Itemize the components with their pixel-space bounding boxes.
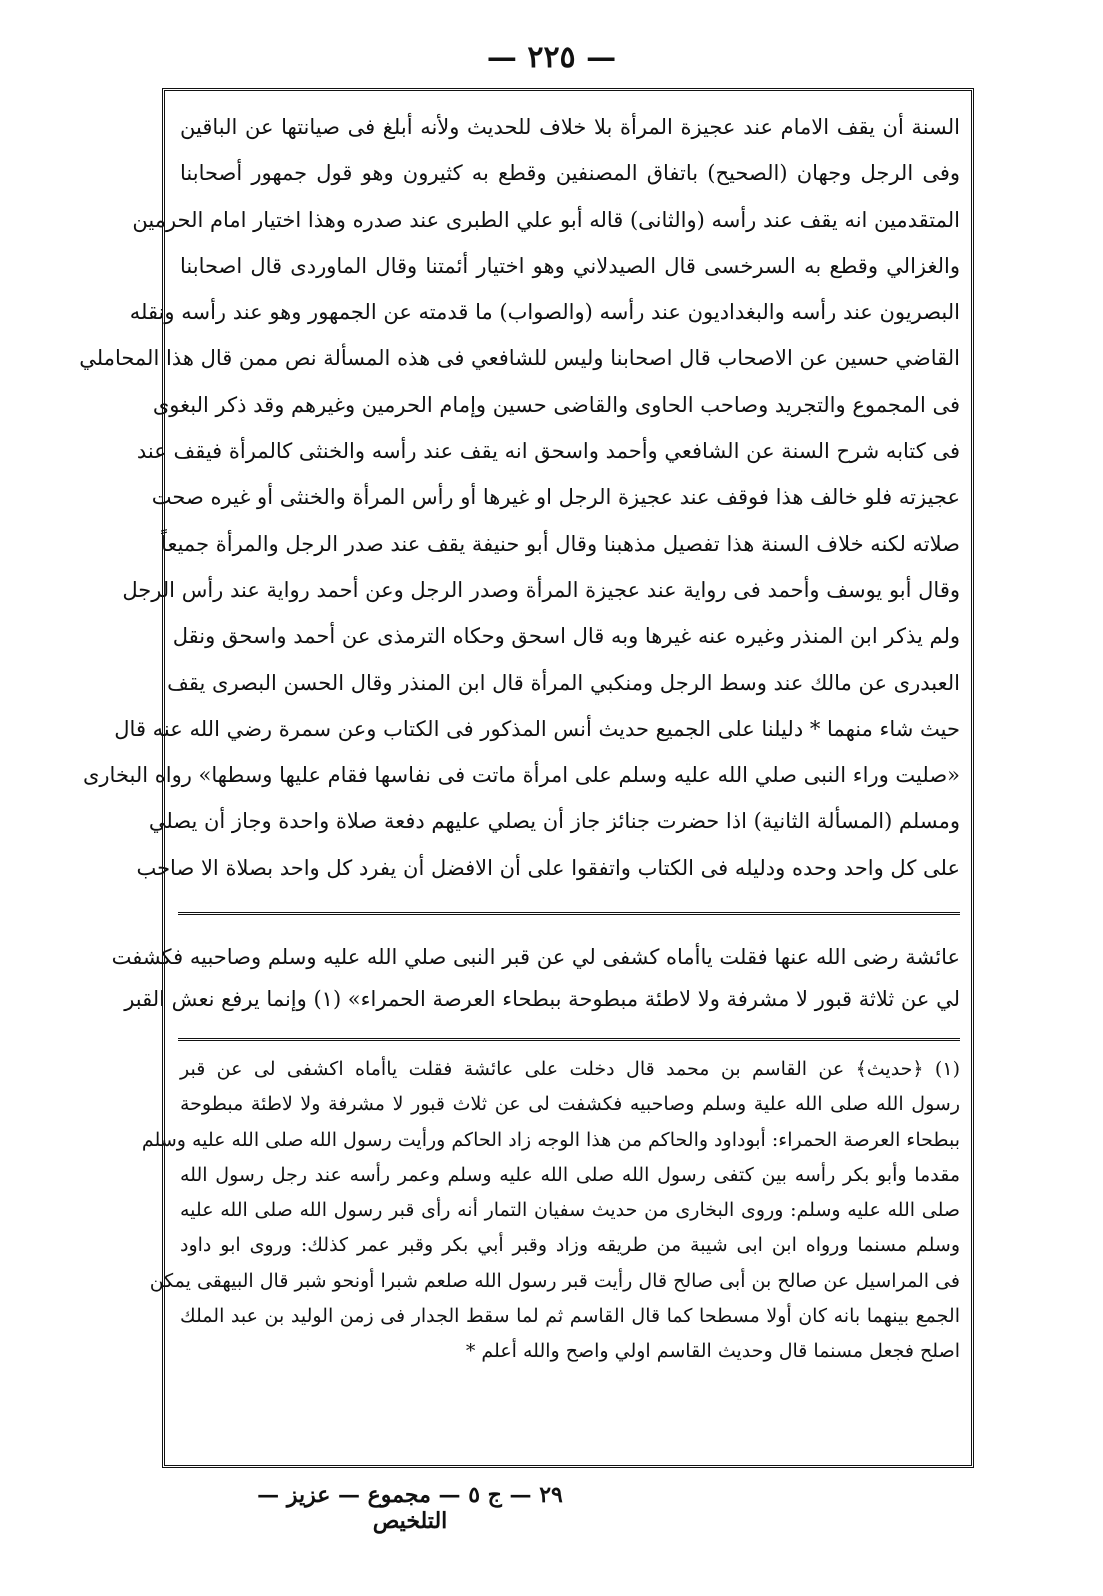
text-line: لي عن ثلاثة قبور لا مشرفة ولا لاطئة مبطوحة ببطحاء العرصة الحمراء» (١) وإنما يرفع نعش القبر	[124, 987, 960, 1011]
text-line: القاضي حسين عن الاصحاب قال اصحابنا وليس للشافعي فى هذه المسألة نص ممن قال هذا المحاملي	[79, 346, 960, 371]
text-line: على كل واحد وحده ودليله فى الكتاب واتفقوا على أن الافضل أن يفرد كل واحد بصلاة الا صاحب	[136, 855, 960, 880]
text-line: البصريون عند رأسه والبغداديون عند رأسه (والصواب) ما قدمته عن الجمهور وهو عند رأسه ونقله	[129, 300, 960, 325]
separator-rule-1	[178, 912, 960, 915]
text-line: فى المجموع والتجريد وصاحب الحاوى والقاضى حسين وإمام الحرمين وغيرهم وقد ذكر البغوى	[152, 392, 960, 417]
text-line: ببطحاء العرصة الحمراء: أبوداود والحاكم من هذا الوجه زاد الحاكم ورأيت رسول الله صلى الله عليه وسلم	[141, 1128, 960, 1151]
text-line: فى المراسيل عن صالح بن أبى صالح قال رأيت قبر رسول الله صلعم شبرا أونحو شبر قال البيهقى يمكن	[149, 1269, 960, 1292]
text-line: العبدرى عن مالك عند وسط الرجل ومنكبي المرأة قال ابن المنذر وقال الحسن البصرى يقف	[167, 670, 960, 695]
text-line: مقدما وأبو بكر رأسه بين كتفى رسول الله صلى الله عليه وسلم وعمر رأسه عند رجل رسول الله	[180, 1163, 960, 1186]
text-line: وقال أبو يوسف وأحمد فى رواية عند عجيزة المرأة وصدر الرجل وعن أحمد رواية عند رأس الرجل	[122, 577, 960, 602]
text-line: الجمع بينهما بانه كان أولا مسطحا كما قال القاسم ثم لما سقط الجدار فى زمن الوليد بن عبد الملك	[180, 1305, 960, 1328]
text-line: (١) ﴿حديث﴾ عن القاسم بن محمد قال دخلت على عائشة فقلت ياأماه اكشفى لى عن قبر	[180, 1058, 960, 1080]
text-line: عجيزته فلو خالف هذا فوقف عند عجيزة الرجل او غيرها أو رأس المرأة والخنثى أو غيره صحت	[151, 485, 960, 510]
text-line: ولم يذكر ابن المنذر وغيره عنه غيرها وبه قال اسحق وحكاه الترمذى عن أحمد واسحق ونقل	[172, 624, 960, 649]
text-line: ومسلم (المسألة الثانية) اذا حضرت جنائز جاز أن يصلي عليهم دفعة صلاة واحدة وجاز أن يصلي	[148, 809, 960, 834]
footnote-text	[141, 1052, 960, 1370]
text-line: صلاته لكنه خلاف السنة هذا تفصيل مذهبنا وقال أبو حنيفة يقف عند صدر الرجل والمرأة جميعاً	[161, 531, 960, 556]
text-line: والغزالي وقطع به السرخسى قال الصيدلاني وهو اختيار أئمتنا وقال الماوردى قال اصحابنا	[180, 253, 960, 278]
page-number: — ٢٢٥ —	[486, 40, 617, 75]
main-text	[79, 104, 960, 891]
text-line: «صليت وراء النبى صلي الله عليه وسلم على امرأة ماتت فى نفاسها فقام عليها وسطها» رواه البخارى	[82, 763, 960, 788]
text-line: وسلم مسنما ورواه ابن ابى شيبة من طريقه وزاد وقبر أبي بكر وقبر عمر كذلك: وروى ابو داود	[180, 1234, 960, 1257]
text-line: المتقدمين انه يقف عند رأسه (والثانى) قاله أبو علي الطبرى عند صدره وهذا اختيار امام الحرمين	[132, 207, 960, 232]
hadith-text	[111, 936, 960, 1020]
text-line: صلى الله عليه وسلم: وروى البخارى من حديث سفيان التمار أنه رأى قبر رسول الله صلى الله عليه	[180, 1199, 960, 1222]
text-line: السنة أن يقف الامام عند عجيزة المرأة بلا خلاف للحديث ولأنه أبلغ فى صيانتها عن الباقين	[180, 115, 960, 139]
separator-rule-2	[178, 1038, 960, 1041]
text-line: فى كتابه شرح السنة عن الشافعي وأحمد واسحق انه يقف عند رأسه والخنثى كالمرأة فيقف عند	[136, 439, 960, 464]
text-line: حيث شاء منهما * دليلنا على الجميع حديث أنس المذكور فى الكتاب وعن سمرة رضي الله عنه قال	[114, 716, 960, 741]
text-line: وفى الرجل وجهان (الصحيح) باتفاق المصنفين وقطع به كثيرون وهو قول جمهور أصحابنا	[180, 161, 960, 186]
text-line: اصلح فجعل مسنما قال وحديث القاسم اولي واصح والله أعلم *	[465, 1340, 960, 1363]
footer-reference: ٢٩ — ج ٥ — مجموع — عزيز — التلخيص	[257, 1482, 563, 1534]
text-line: عائشة رضى الله عنها فقلت ياأماه كشفى لي عن قبر النبى صلي الله عليه وسلم وصاحبيه فكشفت	[111, 945, 960, 969]
text-line: رسول الله صلى الله علية وسلم وصاحبيه فكشفت لى عن ثلاث قبور لا مشرفة ولا لاطئة مبطوحة	[180, 1093, 960, 1116]
